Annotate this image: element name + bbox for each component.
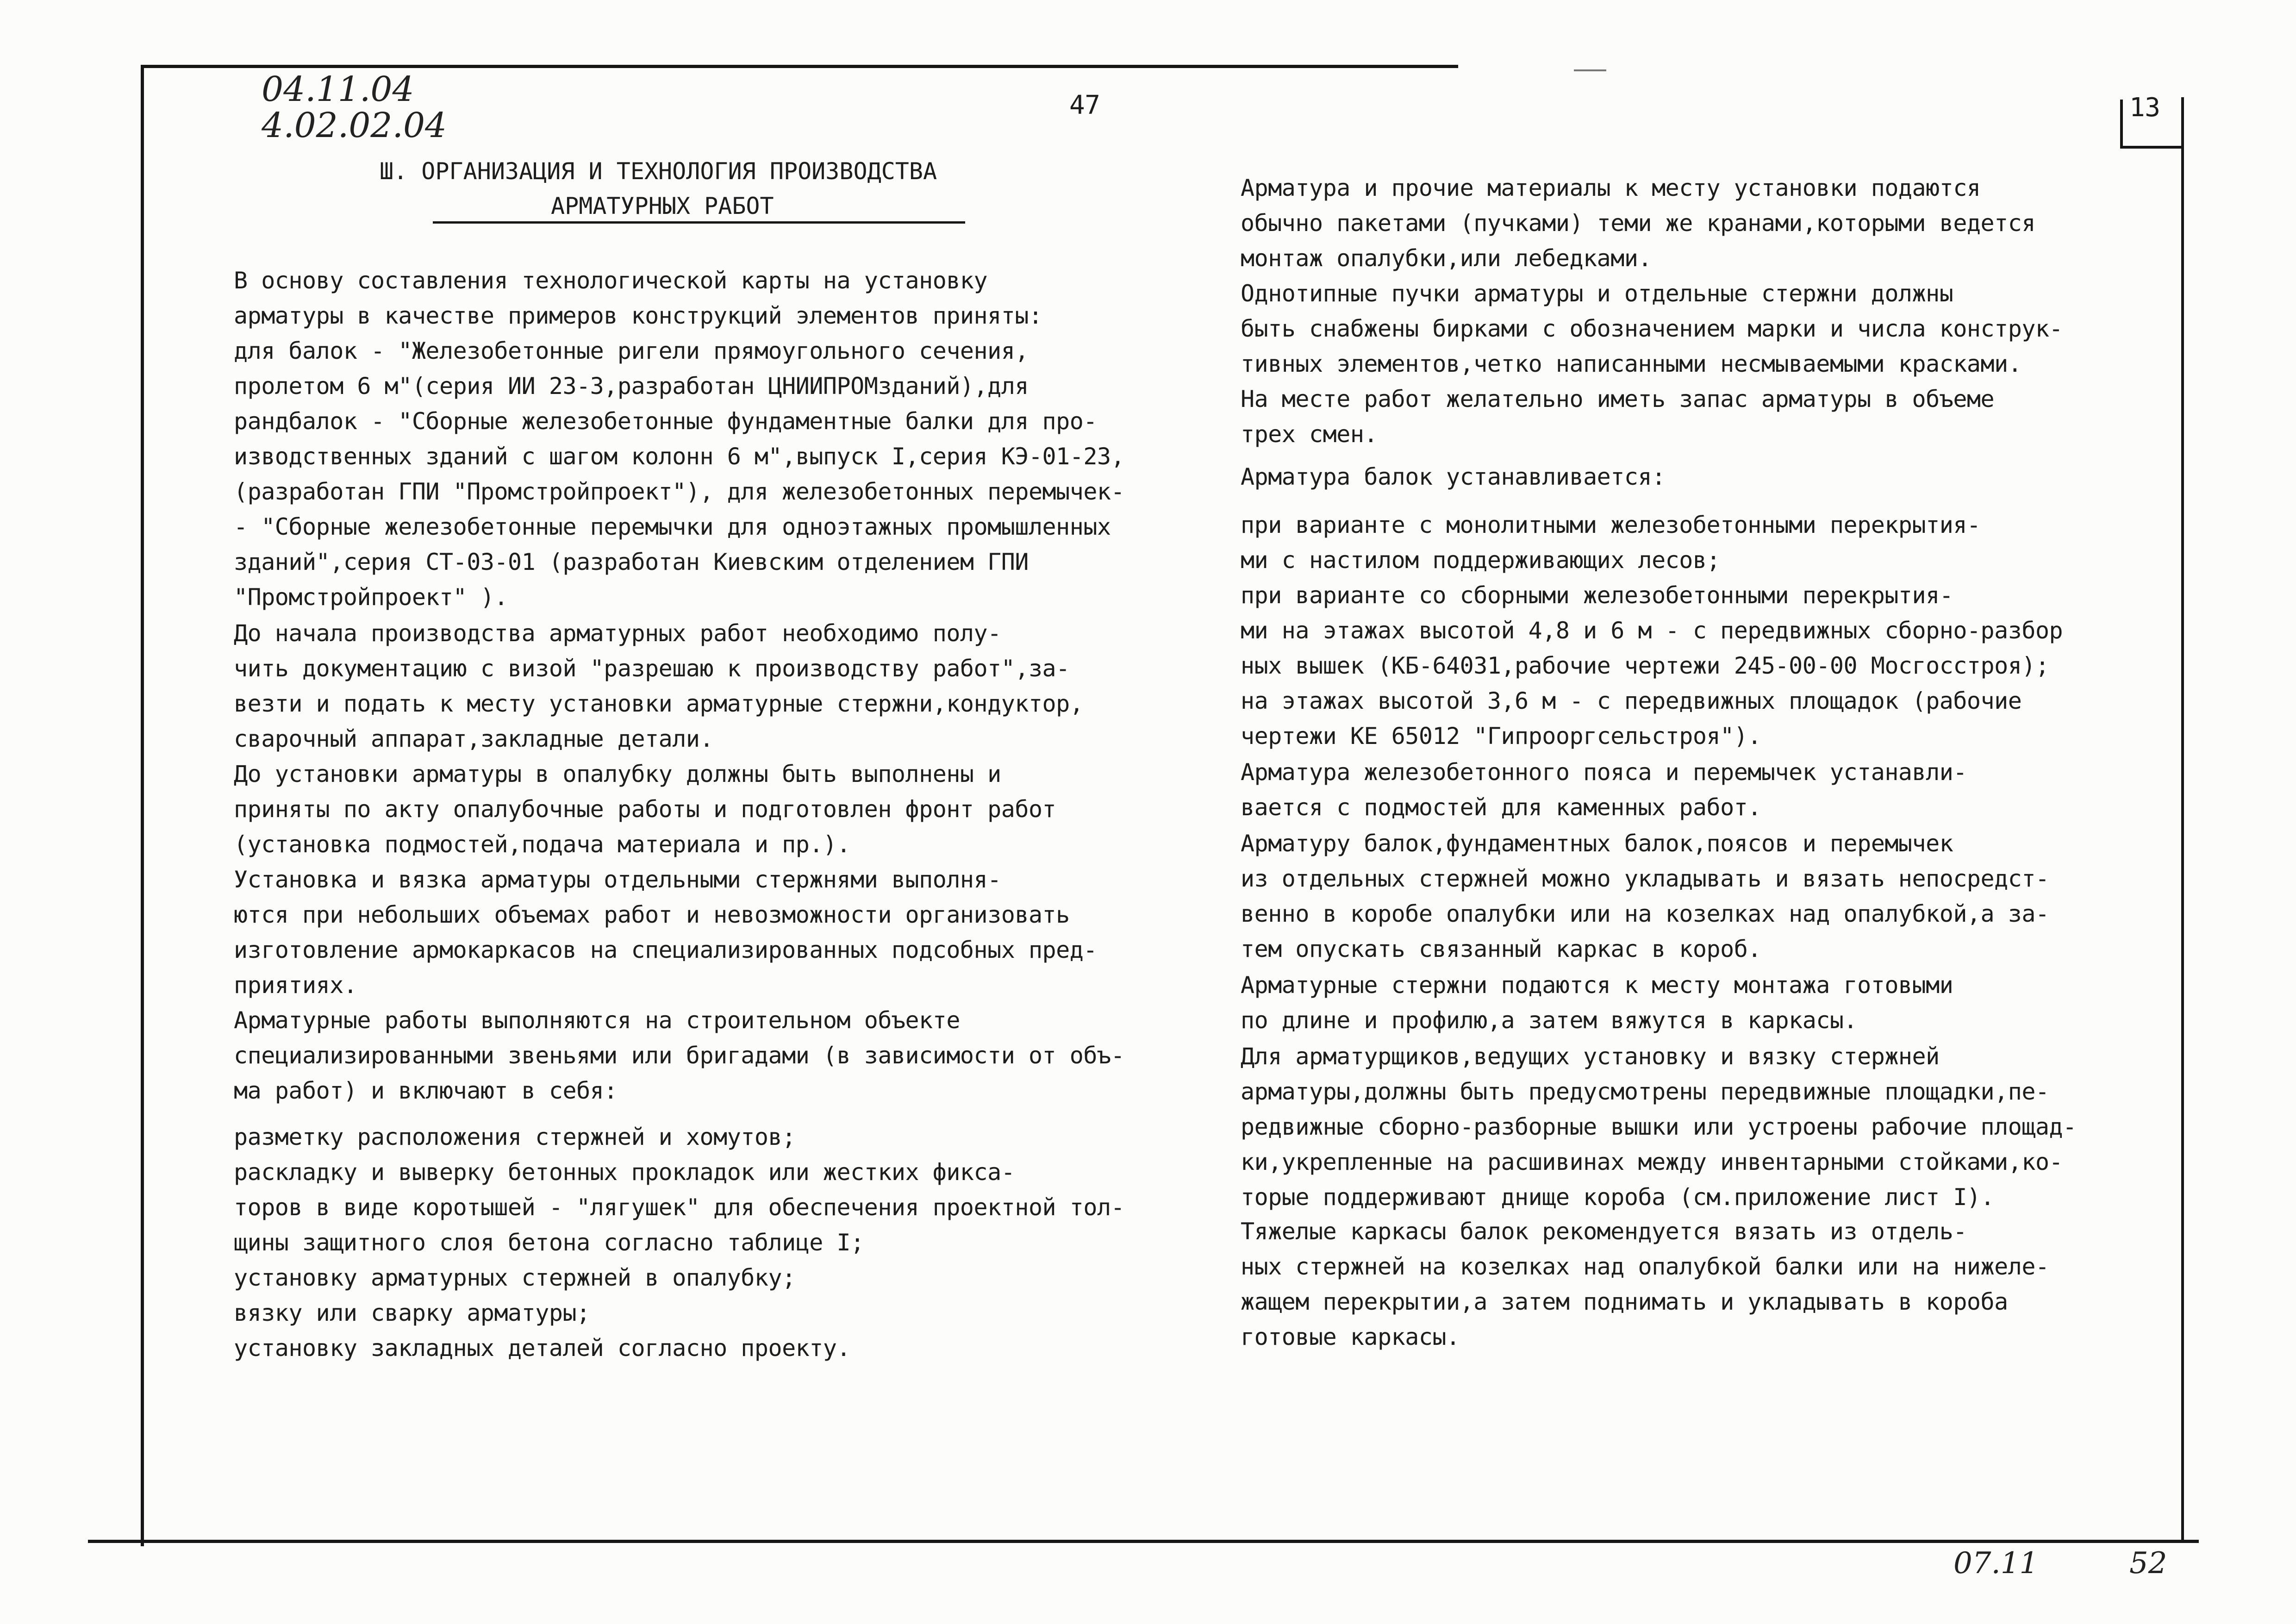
- text-line: вязку или сварку арматуры;: [234, 1299, 590, 1326]
- text-line: тивных элементов,четко написанными несмываемыми красками.: [1241, 350, 2022, 377]
- text-line: для балок - "Железобетонные ригели прямоугольного сечения,: [234, 337, 1029, 364]
- paragraph: [234, 263, 1124, 615]
- text-line: ных вышек (КБ-64031,рабочие чертежи 245-00-00 Мосгосстроя);: [1241, 652, 2049, 679]
- text-line: Однотипные пучки арматуры и отдельные стержни должны: [1241, 280, 1953, 307]
- text-line: Арматурные работы выполняются на строительном объекте: [234, 1007, 960, 1034]
- right-border-line: [2181, 97, 2184, 1542]
- text-line: обычно пакетами (пучками) теми же кранами,которыми ведется: [1241, 210, 2035, 237]
- text-line: "Промстройпроект" ).: [234, 584, 508, 611]
- paragraph: [1241, 381, 1994, 452]
- text-line: В основу составления технологической карты на установку: [234, 267, 988, 294]
- paragraph: [1241, 1039, 2077, 1215]
- paragraph: [1241, 755, 1967, 825]
- text-line: разметку расположения стержней и хомутов;: [234, 1124, 796, 1150]
- text-line: трех смен.: [1241, 421, 1378, 448]
- top-border-line: [144, 65, 1458, 68]
- text-line: ми с настилом поддерживающих лесов;: [1241, 547, 1721, 574]
- text-line: установку закладных деталей согласно проекту.: [234, 1335, 851, 1362]
- paragraph: [234, 756, 1056, 862]
- text-line: Арматура балок устанавливается:: [1241, 463, 1666, 490]
- text-line: приняты по акту опалубочные работы и подготовлен фронт работ: [234, 796, 1056, 823]
- paragraph: [1241, 276, 2063, 381]
- text-line: щины защитного слоя бетона согласно таблице I;: [234, 1229, 864, 1256]
- text-line: ки,укрепленные на расшивинах между инвентарными стойками,ко-: [1241, 1149, 2063, 1175]
- text-line: готовые каркасы.: [1241, 1324, 1460, 1350]
- paragraph: [1241, 459, 1666, 494]
- footer-handwritten-number: 52: [2129, 1546, 2167, 1580]
- text-line: торов в виде коротышей - "лягушек" для обеспечения проектной тол-: [234, 1194, 1125, 1221]
- paragraph: [1241, 507, 2063, 754]
- paragraph: [1241, 1214, 2049, 1355]
- text-line: Арматурные стержни подаются к месту монтажа готовыми: [1241, 972, 1953, 999]
- text-line: Арматуру балок,фундаментных балок,поясов и перемычек: [1241, 830, 1953, 857]
- text-line: Тяжелые каркасы балок рекомендуется вязать из отдель-: [1241, 1218, 1967, 1245]
- text-line: Установка и вязка арматуры отдельными стержнями выполня-: [234, 866, 1001, 893]
- text-line: при варианте со сборными железобетонными перекрытия-: [1241, 582, 1953, 609]
- text-line: сварочный аппарат,закладные детали.: [234, 725, 714, 752]
- text-line: ных стержней на козелках над опалубкой балки или на нижеле-: [1241, 1253, 2049, 1280]
- handwritten-code-2: 4.02.02.04: [262, 106, 447, 145]
- paragraph: [1241, 170, 2035, 276]
- text-line: До начала производства арматурных работ необходимо полу-: [234, 620, 1001, 647]
- text-line: везти и подать к месту установки арматурные стержни,кондуктор,: [234, 690, 1084, 717]
- text-line: редвижные сборно-разборные вышки или устроены рабочие площад-: [1241, 1113, 2077, 1140]
- text-line: (установка подмостей,подача материала и пр.).: [234, 831, 851, 858]
- handwritten-code-1: 04.11.04: [262, 69, 414, 109]
- text-line: зданий",серия СТ-03-01 (разработан Киевским отделением ГПИ: [234, 549, 1029, 575]
- text-line: чертежи КЕ 65012 "Гипрооргсельстроя").: [1241, 723, 1761, 750]
- text-line: по длине и профилю,а затем вяжутся в каркасы.: [1241, 1007, 1858, 1034]
- paragraph: [234, 1003, 1124, 1108]
- page-number: 47: [1069, 90, 1100, 120]
- text-line: На месте работ желательно иметь запас арматуры в объеме: [1241, 386, 1995, 412]
- paragraph: [1241, 826, 2049, 967]
- text-line: ма работ) и включают в себя:: [234, 1077, 618, 1104]
- text-line: арматуры в качестве примеров конструкций элементов приняты:: [234, 302, 1042, 329]
- text-line: - "Сборные железобетонные перемычки для одноэтажных промышленных: [234, 513, 1111, 540]
- text-line: Арматура железобетонного пояса и перемычек устанавли-: [1241, 759, 1967, 786]
- sheet-number: 13: [2129, 93, 2160, 123]
- text-line: из отдельных стержней можно укладывать и вязать непосредст-: [1241, 865, 2049, 892]
- text-line: на этажах высотой 3,6 м - с передвижных площадок (рабочие: [1241, 687, 2022, 714]
- text-line: (разработан ГПИ "Промстройпроект"), для железобетонных перемычек-: [234, 478, 1125, 505]
- text-line: рандбалок - "Сборные железобетонные фундаментные балки для про-: [234, 408, 1097, 435]
- text-line: арматуры,должны быть предусмотрены передвижные площадки,пе-: [1241, 1078, 2049, 1105]
- text-line: тем опускать связанный каркас в короб.: [1241, 936, 1761, 962]
- section-title: Ш. ОРГАНИЗАЦИЯ И ТЕХНОЛОГИЯ ПРОИЗВОДСТВА: [380, 158, 937, 185]
- text-line: монтаж опалубки,или лебедками.: [1241, 245, 1652, 272]
- text-line: раскладку и выверку бетонных прокладок или жестких фикса-: [234, 1159, 1015, 1186]
- text-line: специализированными звеньями или бригадами (в зависимости от объ-: [234, 1042, 1125, 1069]
- left-border-line: [141, 65, 144, 1546]
- paragraph: [234, 616, 1083, 756]
- bottom-border-line: [88, 1540, 2199, 1543]
- text-line: ются при небольших объемах работ и невозможности организовать: [234, 901, 1070, 928]
- text-line: приятиях.: [234, 972, 357, 999]
- section-subtitle: АРМАТУРНЫХ РАБОТ: [551, 193, 774, 219]
- paragraph: [1241, 968, 1953, 1038]
- text-line: вается с подмостей для каменных работ.: [1241, 794, 1761, 821]
- text-line: Для арматурщиков,ведущих установку и вязку стержней: [1241, 1043, 1940, 1070]
- text-line: пролетом 6 м"(серия ИИ 23-3,разработан ЦНИИПРОМзданий),для: [234, 373, 1029, 400]
- text-line: ми на этажах высотой 4,8 и 6 м - с передвижных сборно-разбор: [1241, 617, 2063, 644]
- title-underline: [433, 221, 965, 224]
- text-line: установку арматурных стержней в опалубку;: [234, 1264, 796, 1291]
- text-line: изготовление армокаркасов на специализированных подсобных пред-: [234, 937, 1097, 963]
- text-line: изводственных зданий с шагом колонн 6 м",выпуск I,серия КЭ-01-23,: [234, 443, 1125, 470]
- text-line: жащем перекрытии,а затем поднимать и укладывать в короба: [1241, 1288, 2008, 1315]
- text-line: торые поддерживают днище короба (см.приложение лист I).: [1241, 1184, 1995, 1211]
- text-line: чить документацию с визой "разрешаю к производству работ",за-: [234, 655, 1070, 682]
- text-line: при варианте с монолитными железобетонными перекрытия-: [1241, 512, 1981, 538]
- text-line: быть снабжены бирками с обозначением марки и числа конструк-: [1241, 315, 2063, 342]
- paragraph: [234, 1119, 1124, 1366]
- paragraph: [234, 862, 1097, 1003]
- text-line: До установки арматуры в опалубку должны быть выполнены и: [234, 761, 1001, 787]
- top-dash-mark: [1574, 69, 1606, 71]
- text-line: Арматура и прочие материалы к месту установки подаются: [1241, 175, 1981, 201]
- text-line: венно в коробе опалубки или на козелках над опалубкой,а за-: [1241, 900, 2049, 927]
- footer-handwritten-code: 07.11: [1953, 1546, 2039, 1580]
